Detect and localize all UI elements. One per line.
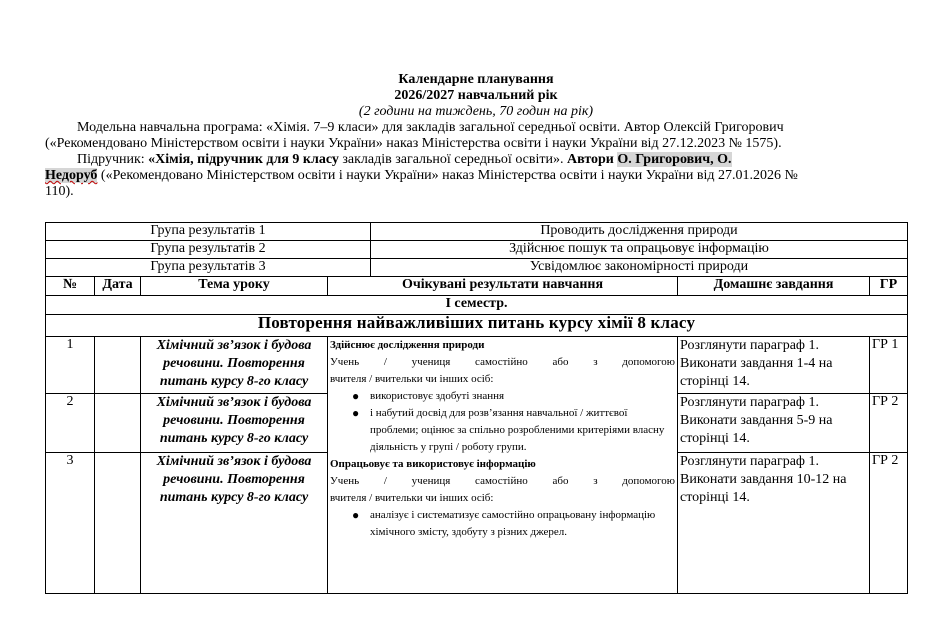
col-header-results: Очікувані результати навчання [328, 277, 678, 296]
textbook-approval: («Рекомендовано Міністерством освіти і науки України» наказ Міністерства освіти і науки України від 27.01.2026 № [97, 168, 798, 183]
section-row [46, 315, 908, 337]
semester-row [46, 296, 908, 315]
group-label-1: Група результатів 1 [46, 223, 371, 241]
program-line-2: («Рекомендовано Міністерством освіти і науки України» наказ Міністерства освіти і науки України від 27.12.2023 № 1575). [45, 136, 782, 151]
group-row-3 [46, 259, 908, 277]
expected-results [328, 337, 678, 594]
semester-label: І семестр. [46, 296, 908, 315]
list-item-text: аналізує і систематизує самостійно опрацьовану інформацію хімічного змісту, здобуту з різних джерел. [370, 509, 656, 538]
textbook-rest: закладів загальної середньої освіти». [338, 152, 564, 167]
authors-label: Автори [563, 152, 618, 167]
textbook-label: Підручник: [77, 152, 149, 167]
list-item-text: використовує здобуті знання [370, 390, 505, 402]
section-title: Повторення найважливіших питань курсу хімії 8 класу [46, 315, 908, 337]
lesson-number: 1 [46, 337, 95, 394]
lesson-group: ГР 2 [870, 453, 908, 594]
group-label-3: Група результатів 3 [46, 259, 371, 277]
lesson-topic: Хімічний зв’язок і будова речовини. Повторення питань курсу 8-го класу [141, 337, 328, 394]
textbook-paragraph [45, 152, 907, 200]
list-item [352, 405, 675, 456]
bullet-icon: ● [352, 406, 360, 420]
group-row-2 [46, 241, 908, 259]
list-item-text: і набутий досвід для розв’язання навчальної / життєвої проблеми; оцінює за спільно розробленими критеріями власну діяльність у групі / роботу групи. [370, 407, 665, 453]
bullet-icon: ● [352, 389, 360, 403]
list-item [352, 388, 675, 405]
lesson-homework: Розглянути параграф 1. Виконати завдання 10-12 на сторінці 14. [678, 453, 870, 594]
textbook-title: «Хімія, підручник для 9 класу [148, 152, 339, 167]
textbook-approval-end: 110). [45, 184, 74, 199]
results-block-2-lead-2: вчителя / вчительки чи інших осіб: [330, 492, 494, 504]
results-block-1-lead: Учень / учениця самостійно або з допомогою [330, 356, 675, 368]
program-paragraph [45, 120, 907, 136]
col-header-homework: Домашнє завдання [678, 277, 870, 296]
bullet-icon: ● [352, 508, 360, 522]
lesson-homework: Розглянути параграф 1. Виконати завдання 5-9 на сторінці 14. [678, 394, 870, 453]
group-label-2: Група результатів 2 [46, 241, 371, 259]
program-approval [45, 136, 907, 152]
lesson-date [95, 337, 141, 394]
results-block-2-title: Опрацьовує та використовує інформацію [330, 458, 536, 470]
results-block-1-title: Здійснює дослідження природи [330, 339, 485, 351]
col-header-gr: ГР [870, 277, 908, 296]
lesson-group: ГР 1 [870, 337, 908, 394]
lesson-date [95, 453, 141, 594]
program-line-1: Модельна навчальна програма: «Хімія. 7–9 класи» для закладів загальної середньої освіти. Автор Олексій Григорович [77, 120, 784, 135]
document-header [45, 72, 907, 200]
header-row [46, 277, 908, 296]
hours-note: (2 години на тиждень, 70 годин на рік) [358, 104, 594, 119]
lesson-topic: Хімічний зв’язок і будова речовини. Повторення питань курсу 8-го класу [141, 453, 328, 594]
col-header-topic: Тема уроку [141, 277, 328, 296]
academic-year: 2026/2027 навчальний рік [394, 88, 558, 103]
lesson-row [46, 337, 908, 394]
results-block-1-lead-2: вчителя / вчительки чи інших осіб: [330, 373, 494, 385]
lesson-group: ГР 2 [870, 394, 908, 453]
lesson-number: 2 [46, 394, 95, 453]
authors-names: О. Григорович, О. [617, 152, 732, 167]
group-value-1: Проводить дослідження природи [371, 223, 908, 241]
group-value-3: Усвідомлює закономірності природи [371, 259, 908, 277]
lesson-number: 3 [46, 453, 95, 594]
list-item [352, 507, 675, 541]
results-block-1-list [330, 388, 675, 456]
results-block-2-list [330, 507, 675, 541]
lesson-date [95, 394, 141, 453]
calendar-plan-table [45, 222, 908, 594]
author-surname: Недоруб [45, 168, 98, 183]
group-value-2: Здійснює пошук та опрацьовує інформацію [371, 241, 908, 259]
results-block-2-lead: Учень / учениця самостійно або з допомогою [330, 475, 675, 487]
document-title: Календарне планування [398, 72, 554, 87]
col-header-num: № [46, 277, 95, 296]
lesson-topic: Хімічний зв’язок і будова речовини. Повторення питань курсу 8-го класу [141, 394, 328, 453]
lesson-homework: Розглянути параграф 1. Виконати завдання 1-4 на сторінці 14. [678, 337, 870, 394]
group-row-1 [46, 223, 908, 241]
col-header-date: Дата [95, 277, 141, 296]
